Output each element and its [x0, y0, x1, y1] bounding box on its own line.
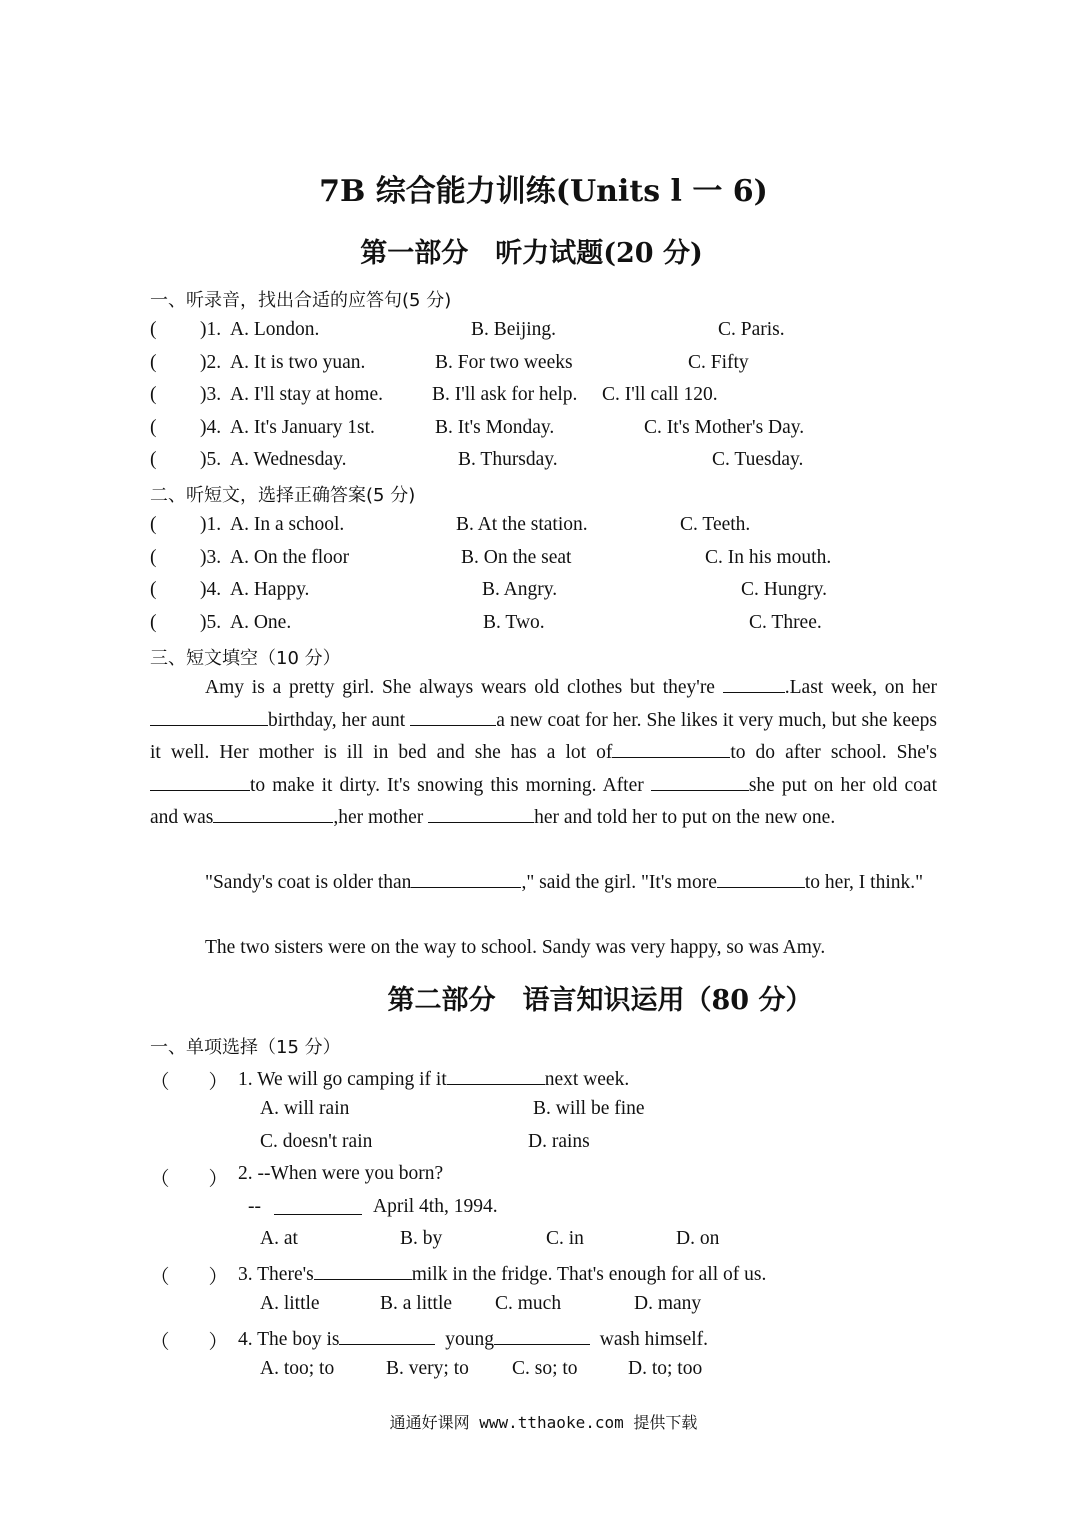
option-d: D. rains: [528, 1131, 590, 1152]
answer-blank[interactable]: [410, 707, 496, 726]
cloze-paragraph-3: The two sisters were on the way to school. Sandy was very happy, so was Amy.: [205, 937, 826, 958]
cloze-paragraph-1: [150, 672, 937, 835]
option-d: D. on: [676, 1228, 720, 1249]
option-b: B. Angry.: [482, 579, 558, 600]
answer-blank[interactable]: [339, 1326, 435, 1345]
option-c: C. It's Mother's Day.: [644, 417, 805, 438]
option-a: A. little: [260, 1293, 320, 1314]
option-a: A. too; to: [260, 1358, 335, 1379]
answer-blank[interactable]: [213, 804, 333, 823]
option-c: C. In his mouth.: [705, 547, 832, 568]
section-single-choice-heading: 一、单项选择（15 分）: [150, 1037, 341, 1058]
option-b: B. will be fine: [533, 1098, 645, 1119]
question-stem: [238, 1066, 629, 1091]
cloze-text: Amy is a pretty girl. She always wears old clothes but they're: [205, 677, 715, 698]
question-number: )1.: [200, 514, 222, 535]
option-b: B. Beijing.: [471, 319, 557, 340]
answer-blank[interactable]: [494, 1326, 590, 1345]
part1-heading: 第一部分 听力试题(20 分): [360, 238, 703, 269]
cloze-text: "Sandy's coat is older than: [205, 872, 412, 893]
answer-blank-line[interactable]: [274, 1196, 362, 1221]
option-b: B. Two.: [483, 612, 545, 633]
option-a: A. will rain: [260, 1098, 350, 1119]
question-stem: 2. --When were you born?: [238, 1163, 444, 1184]
cloze-text: birthday, her aunt: [268, 709, 406, 731]
answer-paren: (: [150, 579, 157, 600]
answer-blank[interactable]: [723, 674, 785, 693]
option-a: A. Wednesday.: [230, 449, 347, 470]
cloze-text: ,her mother: [333, 807, 424, 828]
question-number: )3.: [200, 547, 222, 568]
option-a: A. It's January 1st.: [230, 417, 375, 438]
option-c: C. Tuesday.: [712, 449, 804, 470]
part2-heading: 第二部分 语言知识运用（80 分）: [387, 985, 813, 1016]
cloze-text: a new coat for her. She likes it very much, but she keeps it well. Her mother is ill in bed and she has a lot of: [150, 709, 937, 763]
answer-paren: (: [150, 514, 157, 535]
option-a: A. In a school.: [230, 514, 345, 535]
answer-paren: (: [150, 612, 157, 633]
option-a: A. I'll stay at home.: [230, 384, 383, 405]
answer-paren: (: [150, 384, 157, 405]
answer-blank[interactable]: [274, 1196, 362, 1215]
page-footer: 通通好课网 www.tthaoke.com 提供下载: [389, 1413, 698, 1432]
answer-blank[interactable]: [411, 869, 521, 888]
option-d: D. to; too: [628, 1358, 703, 1379]
option-d: D. many: [634, 1293, 702, 1314]
option-c: C. so; to: [512, 1358, 578, 1379]
answer-paren: (: [150, 547, 157, 568]
stem-text: 4. The boy is: [238, 1329, 340, 1350]
option-b: B. very; to: [386, 1358, 469, 1379]
cloze-text: she put on her old coat and was: [150, 774, 937, 828]
cloze-text: ," said the girl. "It's more: [521, 872, 717, 893]
option-b: B. For two weeks: [435, 352, 573, 373]
answer-blank[interactable]: [717, 869, 805, 888]
option-c: C. doesn't rain: [260, 1131, 373, 1152]
option-a: A. On the floor: [230, 547, 350, 568]
stem-text: wash himself.: [599, 1329, 709, 1350]
cloze-text: to her, I think.": [804, 872, 924, 893]
question-stem: [238, 1326, 708, 1351]
answer-paren[interactable]: （ ）: [150, 1332, 229, 1353]
stem-text: next week.: [544, 1069, 630, 1090]
cloze-text: her and told her to put on the new one.: [534, 807, 836, 828]
option-a: A. Happy.: [230, 579, 310, 600]
cloze-text: to make it dirty. It's snowing this morning. After: [250, 774, 644, 796]
question-number: )4.: [200, 417, 222, 438]
answer-text: April 4th, 1994.: [373, 1196, 498, 1217]
question-number: )1.: [200, 319, 222, 340]
stem-text: 1. We will go camping if it: [238, 1069, 447, 1090]
answer-paren: (: [150, 319, 157, 340]
section3-heading: 三、短文填空（10 分）: [150, 648, 341, 669]
answer-blank[interactable]: [150, 772, 250, 791]
answer-blank[interactable]: [447, 1066, 545, 1085]
stem-text: 3. There's: [238, 1264, 314, 1285]
answer-paren[interactable]: （ ）: [150, 1267, 229, 1288]
option-c: C. Teeth.: [680, 514, 751, 535]
option-b: B. It's Monday.: [435, 417, 555, 438]
option-c: C. Hungry.: [741, 579, 827, 600]
option-b: B. At the station.: [456, 514, 588, 535]
question-number: )3.: [200, 384, 222, 405]
option-b: B. a little: [380, 1293, 453, 1314]
answer-paren[interactable]: （ ）: [150, 1169, 229, 1190]
option-a: A. London.: [230, 319, 320, 340]
section2-heading: 二、听短文，选择正确答案(5 分): [150, 485, 416, 506]
answer-blank[interactable]: [428, 804, 534, 823]
question-number: )5.: [200, 612, 222, 633]
document-title: 7B 综合能力训练(Units l 一 6): [319, 174, 768, 209]
option-c: C. much: [495, 1293, 562, 1314]
answer-paren: (: [150, 352, 157, 373]
cloze-text: to do after school. She's: [730, 742, 937, 763]
option-c: C. Fifty: [688, 352, 749, 373]
stem-text: milk in the fridge. That's enough for all of us.: [411, 1264, 767, 1285]
option-b: B. by: [400, 1228, 443, 1249]
option-c: C. Three.: [749, 612, 822, 633]
question-number: )2.: [200, 352, 222, 373]
answer-dash: --: [248, 1196, 261, 1217]
option-a: A. One.: [230, 612, 292, 633]
option-c: C. I'll call 120.: [602, 384, 718, 405]
answer-blank[interactable]: [612, 739, 730, 758]
answer-paren[interactable]: （ ）: [150, 1072, 229, 1093]
option-a: A. It is two yuan.: [230, 352, 366, 373]
question-stem: [238, 1261, 766, 1286]
option-b: B. I'll ask for help.: [432, 384, 578, 405]
option-c: C. in: [546, 1228, 584, 1249]
cloze-paragraph-2: [150, 867, 937, 900]
question-number: )5.: [200, 449, 222, 470]
option-b: B. Thursday.: [458, 449, 558, 470]
answer-blank[interactable]: [314, 1261, 412, 1280]
answer-blank[interactable]: [651, 772, 749, 791]
option-c: C. Paris.: [718, 319, 785, 340]
stem-text: young: [445, 1329, 494, 1350]
section1-heading: 一、听录音，找出合适的应答句(5 分): [150, 290, 452, 311]
answer-paren: (: [150, 449, 157, 470]
cloze-text: .Last week, on her: [784, 677, 937, 698]
question-number: )4.: [200, 579, 222, 600]
option-a: A. at: [260, 1228, 298, 1249]
answer-blank[interactable]: [150, 707, 268, 726]
option-b: B. On the seat: [461, 547, 572, 568]
answer-paren: (: [150, 417, 157, 438]
